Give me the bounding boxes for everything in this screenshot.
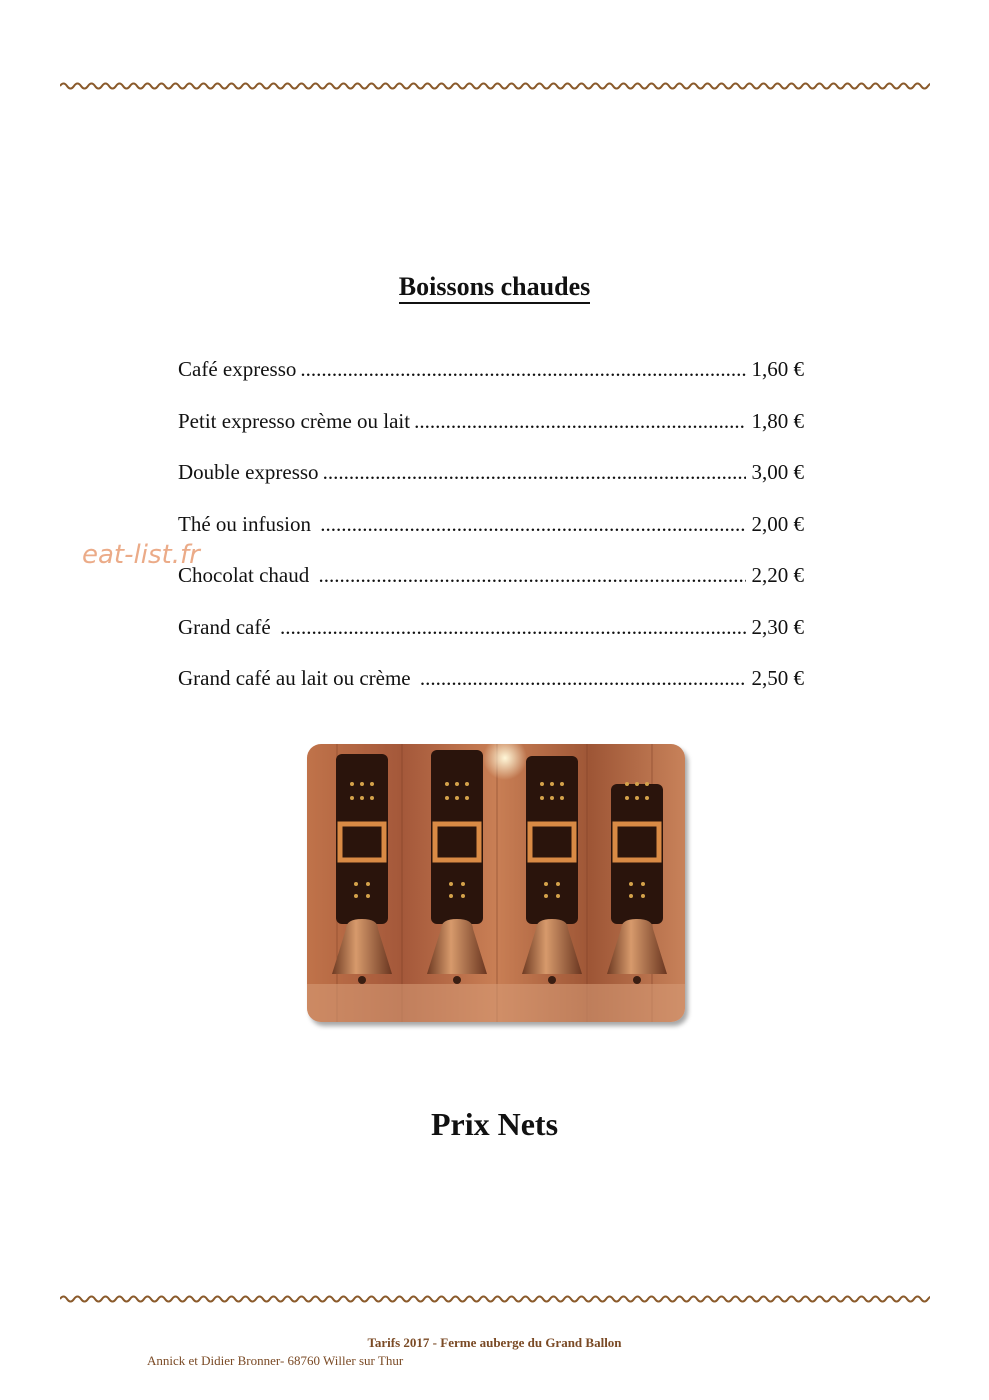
cow-bells-illustration: [307, 744, 685, 1022]
item-price: 2,30 €: [751, 614, 804, 639]
footer-tarifs: Tarifs 2017 - Ferme auberge du Grand Ballon: [367, 1335, 622, 1350]
item-name: Thé ou infusion: [178, 511, 317, 536]
section-title: Boissons chaudes: [0, 272, 989, 302]
item-price: 2,50 €: [751, 666, 804, 690]
dot-leader: [300, 357, 745, 382]
cow-bells-photo: [307, 744, 685, 1022]
bottom-wave-divider: [60, 1293, 930, 1305]
item-name: Double expresso: [178, 460, 319, 484]
dot-leader: [420, 666, 746, 691]
menu-item: [178, 357, 804, 409]
menu-item: [178, 409, 804, 461]
menu-list: [178, 357, 804, 718]
prix-nets-label: Prix Nets: [430, 1106, 559, 1142]
menu-item: [178, 460, 804, 512]
item-name: Petit expresso crème ou lait: [178, 408, 411, 433]
dot-leader: [414, 409, 745, 434]
dot-leader: [280, 615, 746, 640]
item-name: Café expresso: [178, 357, 297, 381]
dot-leader: [320, 512, 745, 537]
menu-item: [178, 615, 804, 667]
item-name: Chocolat chaud: [178, 563, 315, 587]
footer-address: Annick et Didier Bronner- 68760 Willer sur Thur: [147, 1353, 404, 1368]
menu-item: [178, 563, 804, 615]
item-name: Grand café au lait ou crème: [178, 666, 416, 690]
dot-leader: [323, 460, 746, 485]
dot-leader: [318, 563, 745, 588]
menu-item: [178, 666, 804, 718]
item-price: 1,60 €: [751, 357, 804, 381]
item-price: 3,00 €: [751, 460, 804, 484]
item-price: 2,00 €: [751, 511, 804, 536]
item-price: 2,20 €: [751, 563, 804, 587]
menu-item: [178, 512, 804, 564]
item-name: Grand café: [178, 614, 276, 639]
top-wave-divider: [60, 80, 930, 92]
item-price: 1,80 €: [751, 408, 804, 433]
watermark: eat-list.fr: [82, 540, 200, 570]
